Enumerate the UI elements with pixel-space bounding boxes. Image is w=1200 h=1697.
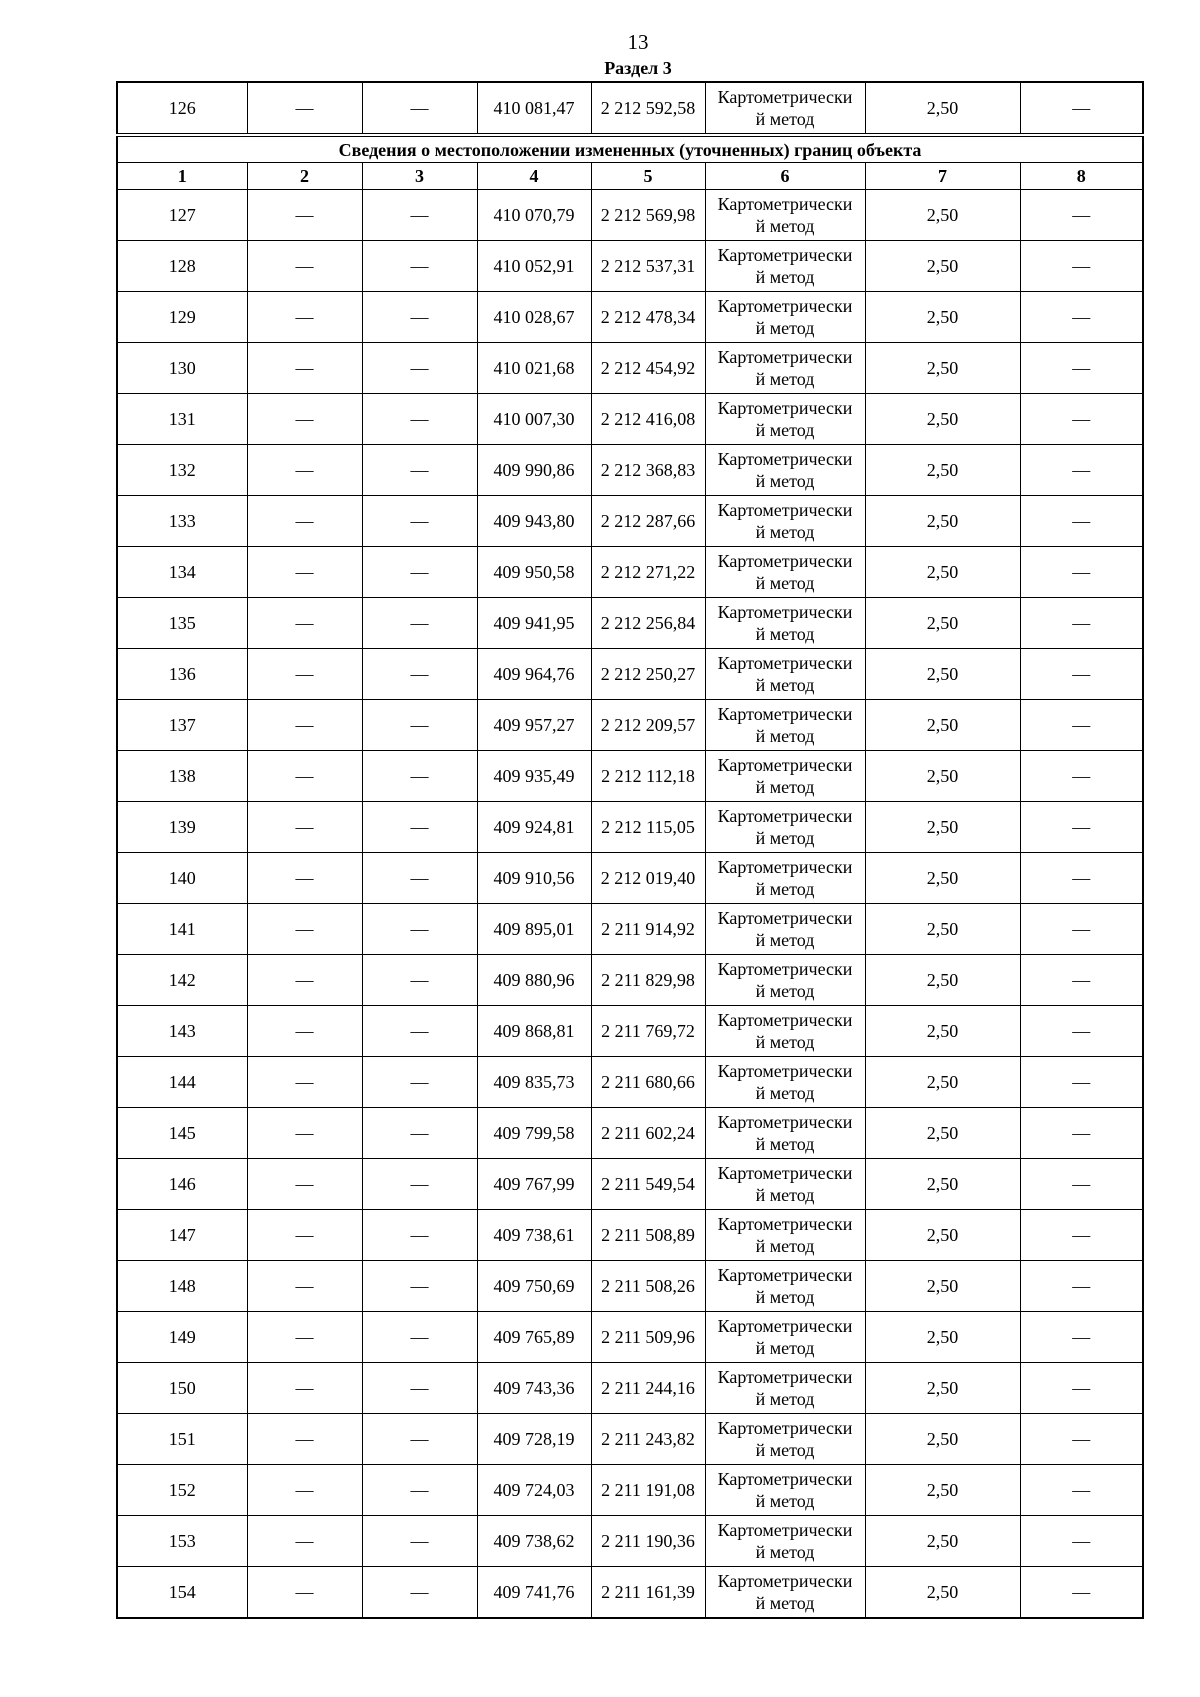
col3-cell: — [362,802,477,853]
point-number-cell: 141 [117,904,247,955]
col2-cell: — [247,190,362,241]
col8-cell: — [1020,1006,1143,1057]
precision-cell: 2,50 [865,955,1020,1006]
col2-cell: — [247,1312,362,1363]
table-row [117,1108,1143,1159]
col3-cell: — [362,853,477,904]
section-label: Раздел 3 [604,58,672,78]
point-number-cell: 149 [117,1312,247,1363]
precision-cell: 2,50 [865,1210,1020,1261]
col3-cell: — [362,700,477,751]
coordinates-table [116,81,1144,1619]
col3-cell: — [362,445,477,496]
col8-cell: — [1020,343,1143,394]
method-cell: Картометрически й метод [705,1159,865,1210]
point-number-cell: 137 [117,700,247,751]
col2-cell: — [247,1465,362,1516]
col8-cell: — [1020,547,1143,598]
y-coordinate-cell: 2 211 829,98 [591,955,705,1006]
precision-cell: 2,50 [865,700,1020,751]
col2-cell: — [247,496,362,547]
col8-cell: — [1020,496,1143,547]
precision-cell: 2,50 [865,904,1020,955]
x-coordinate-cell: 410 070,79 [477,190,591,241]
column-number: 3 [362,163,477,190]
col2-cell: — [247,1516,362,1567]
col3-cell: — [362,1006,477,1057]
y-coordinate-cell: 2 211 509,96 [591,1312,705,1363]
precision-cell: 2,50 [865,1006,1020,1057]
col8-cell: — [1020,904,1143,955]
precision-cell: 2,50 [865,1516,1020,1567]
precision-cell: 2,50 [865,1567,1020,1619]
col3-cell: — [362,241,477,292]
precision-cell: 2,50 [865,241,1020,292]
col2-cell: — [247,1159,362,1210]
col8-cell: — [1020,1057,1143,1108]
table-row [117,1516,1143,1567]
col2-cell: — [247,1108,362,1159]
x-coordinate-cell: 410 028,67 [477,292,591,343]
method-cell: Картометрически й метод [705,394,865,445]
precision-cell: 2,50 [865,598,1020,649]
table-head [117,135,1143,190]
col8-cell: — [1020,598,1143,649]
precision-cell: 2,50 [865,292,1020,343]
precision-cell: 2,50 [865,82,1020,135]
method-cell: Картометрически й метод [705,496,865,547]
precision-cell: 2,50 [865,1108,1020,1159]
col8-cell: — [1020,1363,1143,1414]
precision-cell: 2,50 [865,445,1020,496]
x-coordinate-cell: 409 943,80 [477,496,591,547]
column-number: 7 [865,163,1020,190]
table-row [117,598,1143,649]
precision-cell: 2,50 [865,394,1020,445]
y-coordinate-cell: 2 211 680,66 [591,1057,705,1108]
y-coordinate-cell: 2 212 256,84 [591,598,705,649]
y-coordinate-cell: 2 211 508,26 [591,1261,705,1312]
precision-cell: 2,50 [865,1465,1020,1516]
col8-cell: — [1020,82,1143,135]
col2-cell: — [247,853,362,904]
col2-cell: — [247,1414,362,1465]
col8-cell: — [1020,394,1143,445]
method-cell: Картометрически й метод [705,343,865,394]
method-cell: Картометрически й метод [705,1210,865,1261]
method-cell: Картометрически й метод [705,241,865,292]
x-coordinate-cell: 409 765,89 [477,1312,591,1363]
y-coordinate-cell: 2 212 209,57 [591,700,705,751]
col8-cell: — [1020,751,1143,802]
table-row [117,751,1143,802]
method-cell: Картометрически й метод [705,547,865,598]
col3-cell: — [362,1057,477,1108]
y-coordinate-cell: 2 212 271,22 [591,547,705,598]
col8-cell: — [1020,292,1143,343]
col8-cell: — [1020,1261,1143,1312]
table-row [117,904,1143,955]
x-coordinate-cell: 409 950,58 [477,547,591,598]
column-number: 8 [1020,163,1143,190]
col3-cell: — [362,1567,477,1619]
point-number-cell: 143 [117,1006,247,1057]
table-row [117,802,1143,853]
y-coordinate-cell: 2 212 112,18 [591,751,705,802]
method-cell: Картометрически й метод [705,292,865,343]
precision-cell: 2,50 [865,1312,1020,1363]
point-number-cell: 144 [117,1057,247,1108]
col3-cell: — [362,292,477,343]
col2-cell: — [247,394,362,445]
col2-cell: — [247,598,362,649]
col8-cell: — [1020,853,1143,904]
col8-cell: — [1020,700,1143,751]
precision-cell: 2,50 [865,496,1020,547]
table-row [117,190,1143,241]
point-number-cell: 131 [117,394,247,445]
top-rows [117,82,1143,135]
y-coordinate-cell: 2 212 592,58 [591,82,705,135]
col2-cell: — [247,547,362,598]
col3-cell: — [362,1465,477,1516]
col2-cell: — [247,1057,362,1108]
table-row [117,1210,1143,1261]
col2-cell: — [247,343,362,394]
x-coordinate-cell: 409 924,81 [477,802,591,853]
y-coordinate-cell: 2 211 508,89 [591,1210,705,1261]
precision-cell: 2,50 [865,190,1020,241]
table-body [117,190,1143,1619]
table-row [117,853,1143,904]
column-number: 4 [477,163,591,190]
page-number: 13 [627,30,649,54]
table-row [117,1363,1143,1414]
table-row [117,445,1143,496]
col2-cell: — [247,445,362,496]
method-cell: Картометрически й метод [705,853,865,904]
precision-cell: 2,50 [865,1414,1020,1465]
col2-cell: — [247,1006,362,1057]
column-number: 2 [247,163,362,190]
point-number-cell: 151 [117,1414,247,1465]
col3-cell: — [362,394,477,445]
x-coordinate-cell: 409 728,19 [477,1414,591,1465]
point-number-cell: 138 [117,751,247,802]
x-coordinate-cell: 410 007,30 [477,394,591,445]
table-row [117,700,1143,751]
y-coordinate-cell: 2 212 019,40 [591,853,705,904]
precision-cell: 2,50 [865,1159,1020,1210]
point-number-cell: 126 [117,82,247,135]
col2-cell: — [247,1567,362,1619]
method-cell: Картометрически й метод [705,1516,865,1567]
col8-cell: — [1020,649,1143,700]
col3-cell: — [362,1363,477,1414]
y-coordinate-cell: 2 212 569,98 [591,190,705,241]
col2-cell: — [247,1363,362,1414]
point-number-cell: 153 [117,1516,247,1567]
col2-cell: — [247,700,362,751]
method-cell: Картометрически й метод [705,190,865,241]
x-coordinate-cell: 409 957,27 [477,700,591,751]
point-number-cell: 140 [117,853,247,904]
x-coordinate-cell: 409 895,01 [477,904,591,955]
point-number-cell: 128 [117,241,247,292]
col3-cell: — [362,751,477,802]
table-row [117,1006,1143,1057]
x-coordinate-cell: 409 941,95 [477,598,591,649]
precision-cell: 2,50 [865,802,1020,853]
precision-cell: 2,50 [865,853,1020,904]
method-cell: Картометрически й метод [705,1312,865,1363]
x-coordinate-cell: 409 741,76 [477,1567,591,1619]
point-number-cell: 145 [117,1108,247,1159]
col8-cell: — [1020,955,1143,1006]
col8-cell: — [1020,1159,1143,1210]
x-coordinate-cell: 409 799,58 [477,1108,591,1159]
col3-cell: — [362,1261,477,1312]
col8-cell: — [1020,1414,1143,1465]
y-coordinate-cell: 2 212 368,83 [591,445,705,496]
y-coordinate-cell: 2 212 478,34 [591,292,705,343]
point-number-cell: 134 [117,547,247,598]
precision-cell: 2,50 [865,751,1020,802]
col2-cell: — [247,82,362,135]
y-coordinate-cell: 2 212 537,31 [591,241,705,292]
method-cell: Картометрически й метод [705,82,865,135]
table-row [117,292,1143,343]
x-coordinate-cell: 409 990,86 [477,445,591,496]
point-number-cell: 148 [117,1261,247,1312]
table-row [117,1057,1143,1108]
point-number-cell: 146 [117,1159,247,1210]
y-coordinate-cell: 2 211 191,08 [591,1465,705,1516]
x-coordinate-cell: 409 743,36 [477,1363,591,1414]
col3-cell: — [362,190,477,241]
point-number-cell: 152 [117,1465,247,1516]
method-cell: Картометрически й метод [705,904,865,955]
column-number: 6 [705,163,865,190]
point-number-cell: 142 [117,955,247,1006]
y-coordinate-cell: 2 212 287,66 [591,496,705,547]
point-number-cell: 129 [117,292,247,343]
col3-cell: — [362,598,477,649]
y-coordinate-cell: 2 211 602,24 [591,1108,705,1159]
point-number-cell: 147 [117,1210,247,1261]
precision-cell: 2,50 [865,649,1020,700]
method-cell: Картометрически й метод [705,802,865,853]
table-row [117,1465,1143,1516]
y-coordinate-cell: 2 211 243,82 [591,1414,705,1465]
method-cell: Картометрически й метод [705,700,865,751]
method-cell: Картометрически й метод [705,445,865,496]
table-row [117,1312,1143,1363]
table-row [117,496,1143,547]
table-row [117,343,1143,394]
y-coordinate-cell: 2 212 454,92 [591,343,705,394]
method-cell: Картометрически й метод [705,1108,865,1159]
col8-cell: — [1020,1312,1143,1363]
method-cell: Картометрически й метод [705,649,865,700]
x-coordinate-cell: 409 738,62 [477,1516,591,1567]
table-row [117,955,1143,1006]
y-coordinate-cell: 2 212 250,27 [591,649,705,700]
x-coordinate-cell: 409 935,49 [477,751,591,802]
x-coordinate-cell: 409 750,69 [477,1261,591,1312]
method-cell: Картометрически й метод [705,1363,865,1414]
y-coordinate-cell: 2 211 769,72 [591,1006,705,1057]
method-cell: Картометрически й метод [705,955,865,1006]
y-coordinate-cell: 2 211 914,92 [591,904,705,955]
point-number-cell: 133 [117,496,247,547]
x-coordinate-cell: 409 767,99 [477,1159,591,1210]
col8-cell: — [1020,445,1143,496]
col3-cell: — [362,1159,477,1210]
x-coordinate-cell: 409 880,96 [477,955,591,1006]
col2-cell: — [247,241,362,292]
precision-cell: 2,50 [865,547,1020,598]
table-row [117,1159,1143,1210]
col8-cell: — [1020,1108,1143,1159]
x-coordinate-cell: 410 052,91 [477,241,591,292]
point-number-cell: 132 [117,445,247,496]
method-cell: Картометрически й метод [705,598,865,649]
col2-cell: — [247,751,362,802]
table-row [117,1567,1143,1619]
y-coordinate-cell: 2 212 416,08 [591,394,705,445]
col3-cell: — [362,1414,477,1465]
precision-cell: 2,50 [865,1057,1020,1108]
point-number-cell: 136 [117,649,247,700]
table-row [117,649,1143,700]
point-number-cell: 135 [117,598,247,649]
column-number: 1 [117,163,247,190]
section-title-row [117,135,1143,163]
col8-cell: — [1020,1516,1143,1567]
column-number: 5 [591,163,705,190]
col3-cell: — [362,1210,477,1261]
col2-cell: — [247,802,362,853]
y-coordinate-cell: 2 212 115,05 [591,802,705,853]
precision-cell: 2,50 [865,343,1020,394]
method-cell: Картометрически й метод [705,1567,865,1619]
col2-cell: — [247,649,362,700]
col8-cell: — [1020,1210,1143,1261]
table-row [117,394,1143,445]
column-numbers-row [117,163,1143,190]
x-coordinate-cell: 409 910,56 [477,853,591,904]
y-coordinate-cell: 2 211 549,54 [591,1159,705,1210]
table-row [117,82,1143,135]
col2-cell: — [247,955,362,1006]
col3-cell: — [362,904,477,955]
x-coordinate-cell: 409 835,73 [477,1057,591,1108]
col8-cell: — [1020,802,1143,853]
method-cell: Картометрически й метод [705,1006,865,1057]
col3-cell: — [362,496,477,547]
x-coordinate-cell: 410 081,47 [477,82,591,135]
col8-cell: — [1020,1567,1143,1619]
col8-cell: — [1020,241,1143,292]
x-coordinate-cell: 409 724,03 [477,1465,591,1516]
col2-cell: — [247,1261,362,1312]
x-coordinate-cell: 410 021,68 [477,343,591,394]
col3-cell: — [362,955,477,1006]
precision-cell: 2,50 [865,1363,1020,1414]
col8-cell: — [1020,1465,1143,1516]
y-coordinate-cell: 2 211 190,36 [591,1516,705,1567]
y-coordinate-cell: 2 211 244,16 [591,1363,705,1414]
col2-cell: — [247,904,362,955]
point-number-cell: 154 [117,1567,247,1619]
table-row [117,241,1143,292]
col3-cell: — [362,1312,477,1363]
point-number-cell: 127 [117,190,247,241]
x-coordinate-cell: 409 964,76 [477,649,591,700]
col3-cell: — [362,547,477,598]
point-number-cell: 139 [117,802,247,853]
x-coordinate-cell: 409 868,81 [477,1006,591,1057]
col2-cell: — [247,292,362,343]
method-cell: Картометрически й метод [705,1261,865,1312]
table-row [117,547,1143,598]
y-coordinate-cell: 2 211 161,39 [591,1567,705,1619]
col3-cell: — [362,343,477,394]
point-number-cell: 130 [117,343,247,394]
table-row [117,1261,1143,1312]
method-cell: Картометрически й метод [705,1414,865,1465]
section-title: Сведения о местоположении измененных (уточненных) границ объекта [117,135,1143,163]
method-cell: Картометрически й метод [705,751,865,802]
point-number-cell: 150 [117,1363,247,1414]
col8-cell: — [1020,190,1143,241]
precision-cell: 2,50 [865,1261,1020,1312]
method-cell: Картометрически й метод [705,1057,865,1108]
x-coordinate-cell: 409 738,61 [477,1210,591,1261]
col3-cell: — [362,1108,477,1159]
col3-cell: — [362,82,477,135]
table-row [117,1414,1143,1465]
method-cell: Картометрически й метод [705,1465,865,1516]
col3-cell: — [362,1516,477,1567]
col2-cell: — [247,1210,362,1261]
col3-cell: — [362,649,477,700]
